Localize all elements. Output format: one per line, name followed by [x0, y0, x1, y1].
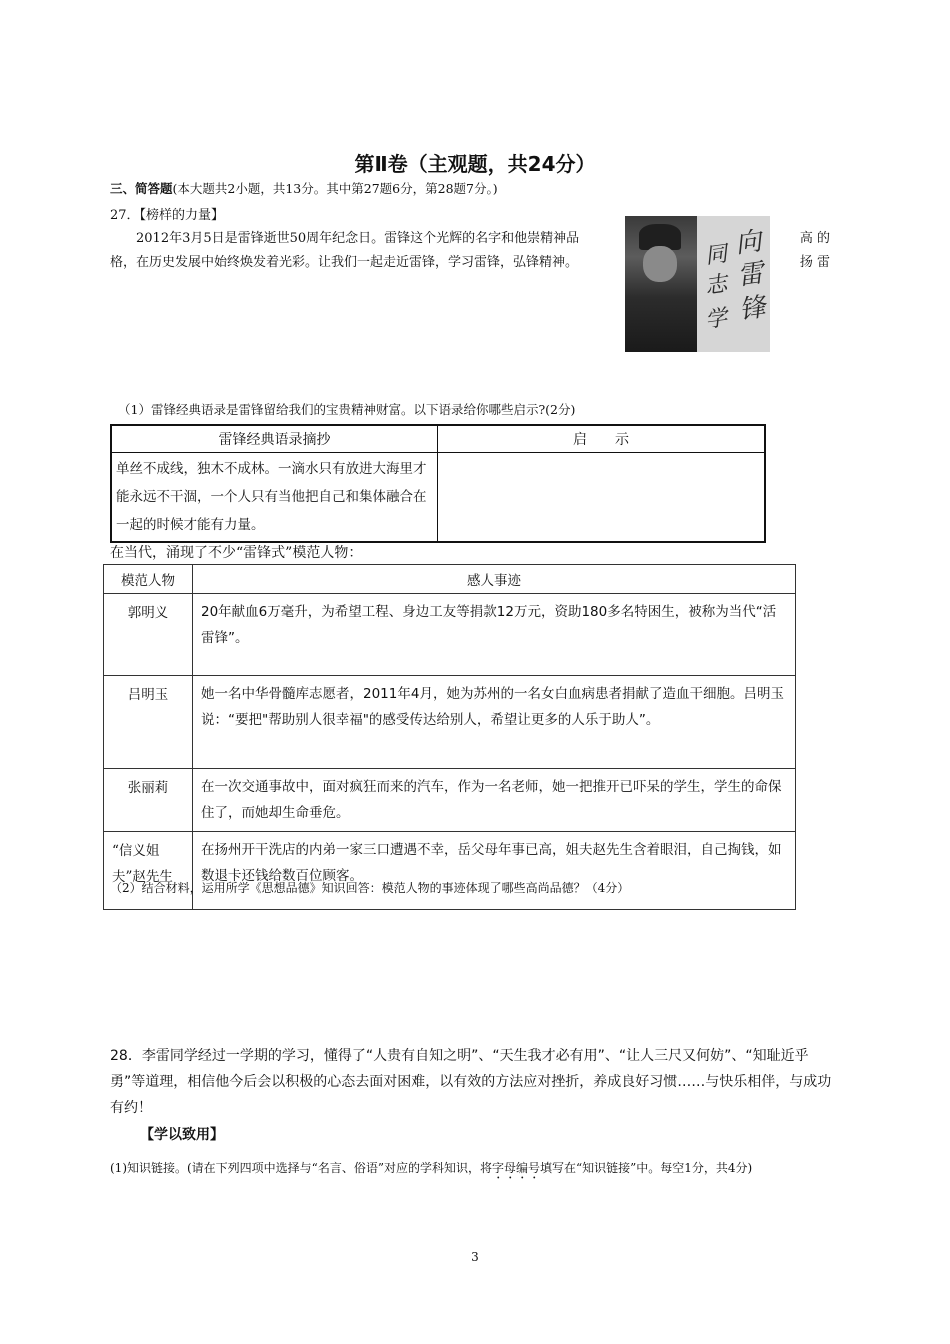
quote-table-header-2: 启 示 [438, 425, 766, 453]
quote-cell: 单丝不成线，独木不成林。一滴水只有放进大海里才能永远不干涸，一个人只有当他把自己和集体融合在一起的时候才能有力量。 [111, 453, 438, 543]
quote-table [110, 424, 766, 543]
model-name: “信义姐夫”赵先生 [104, 832, 193, 910]
role-models-table [103, 564, 796, 910]
question-27-heading: 27．【榜样的力量】 [110, 208, 225, 223]
section-label: 三、简答题 [110, 181, 173, 196]
page-number: 3 [471, 1250, 479, 1264]
section-desc: (本大题共2小题，共13分。其中第27题6分，第28题7分。) [172, 181, 498, 196]
sub-question-2: （2）结合材料，运用所学《思想品德》知识回答：模范人物的事迹体现了哪些高尚品德？（4分） [110, 881, 630, 895]
model-deed: 她一名中华骨髓库志愿者，2011年4月，她为苏州的一名女白血病患者捐献了造血干细胞。吕明玉说：“要把"帮助别人很幸福"的感受传达给别人，希望让更多的人乐于助人”。 [193, 676, 796, 769]
lei-feng-photo [625, 216, 770, 352]
question-28-text: 28．李雷同学经过一学期的学习，懂得了“人贵有自知之明”、“天生我才必有用”、“让人三尺又何妨”、“知耻近乎勇”等道理，相信他今后会以积极的心态去面对困难，以有效的方法应对挫折，养成良好习惯……与快乐相伴，与成功有约！ [110, 1048, 832, 1116]
instruction-part-1: (1)知识链接。(请在下列四项中选择与“名言、俗语”对应的学科知识，将 [110, 1161, 492, 1175]
paragraph-right-fragment-2: 扬 雷 [799, 255, 830, 270]
quote-table-header-1: 雷锋经典语录摘抄 [111, 425, 438, 453]
model-name: 郭明义 [104, 594, 193, 676]
model-name: 吕明玉 [104, 676, 193, 769]
instruction-part-2: 填写在“知识链接”中。每空1分，共4分) [539, 1161, 753, 1175]
models-intro: 在当代，涌现了不少“雷锋式”模范人物： [110, 545, 363, 561]
models-header-deed: 感人事迹 [193, 565, 796, 594]
model-deed: 20年献血6万毫升，为希望工程、身边工友等捐款12万元，资助180多名特困生，被称为当代“活雷锋”。 [193, 594, 796, 676]
section-heading [110, 179, 498, 197]
emphasized-letter-code: 字母编号 [491, 1161, 540, 1175]
apply-heading: 【学以致用】 [140, 1127, 224, 1143]
knowledge-link-instruction [110, 1155, 835, 1182]
paragraph-text: 2012年3月5日是雷锋逝世50周年纪念日。雷锋这个光辉的名字和他崇精神品格，在历史发展中始终焕发着光彩。让我们一起走近雷锋，学习雷锋，弘锋精神。 [110, 231, 580, 270]
model-deed: 在一次交通事故中，面对疯狂而来的汽车，作为一名老师，她一把推开已吓呆的学生，学生的命保住了，而她却生命垂危。 [193, 769, 796, 832]
model-deed: 在扬州开干洗店的内弟一家三口遭遇不幸，岳父母年事已高，姐夫赵先生含着眼泪，自己掏钱，如数退卡还钱给数百位顾客。 [193, 832, 796, 910]
sub-question-1: （1）雷锋经典语录是雷锋留给我们的宝贵精神财富。以下语录给你哪些启示?(2分) [118, 402, 576, 417]
models-header-name: 模范人物 [104, 565, 193, 594]
part-title: 第Ⅱ卷（主观题，共24分） [354, 152, 596, 176]
calligraphy-inscription: 向 雷 锋 同 志 学 [697, 216, 770, 352]
paragraph-right-fragment-1: 高 的 [799, 231, 830, 246]
answer-cell[interactable] [438, 453, 766, 543]
model-name: 张丽莉 [104, 769, 193, 832]
portrait-image [625, 216, 697, 352]
